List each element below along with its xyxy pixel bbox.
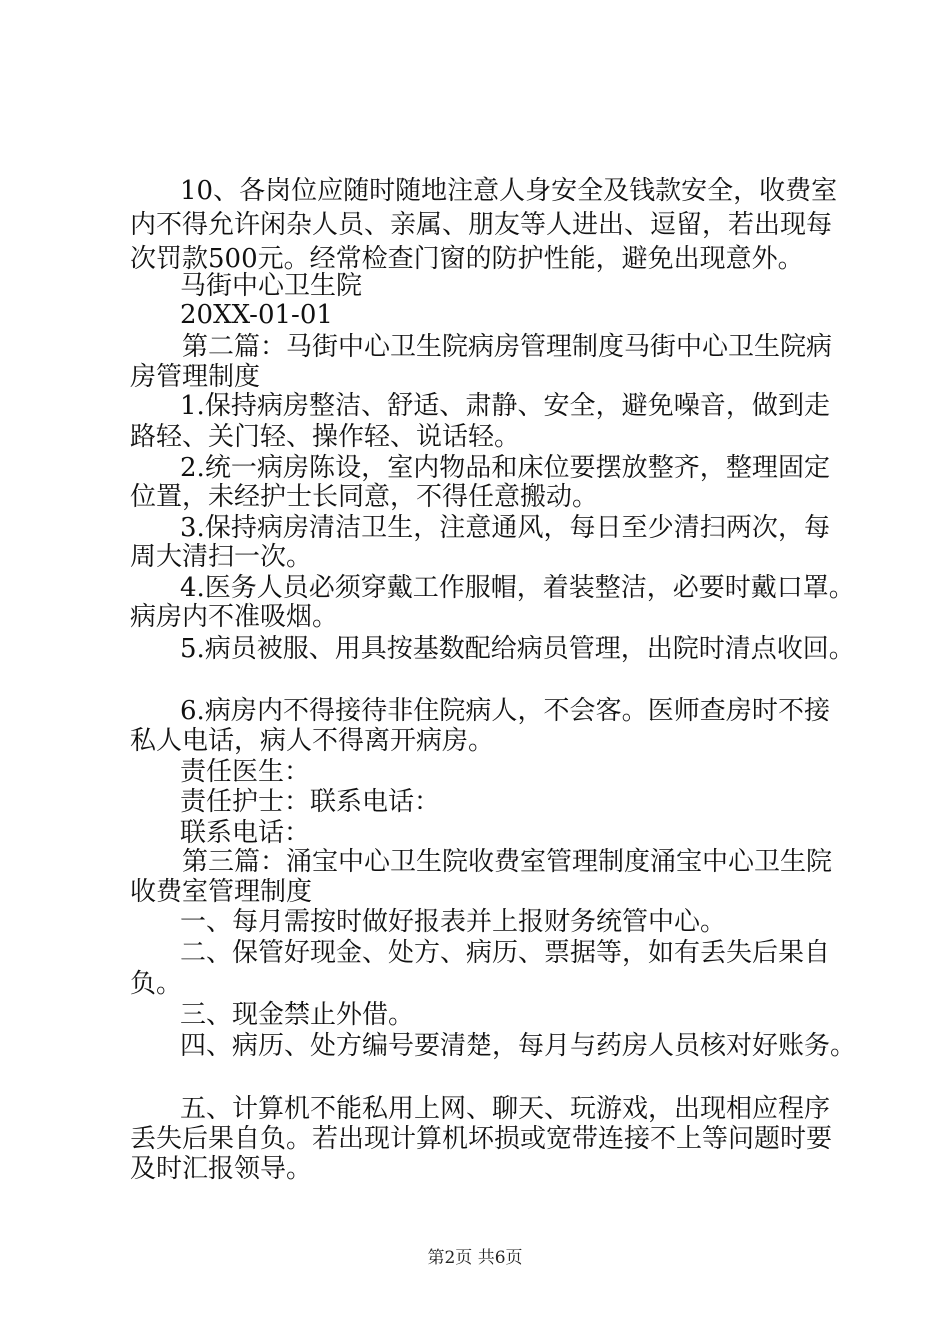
paragraph-line: 私人电话，病人不得离开病房。 (130, 726, 495, 756)
paragraph-line: 四、病历、处方编号要清楚，每月与药房人员核对好账务。 (180, 1031, 857, 1061)
paragraph-line: 病房内不准吸烟。 (130, 602, 339, 632)
form-label: 责任医生： (180, 757, 311, 787)
section-title: 收费室管理制度 (130, 877, 313, 907)
paragraph-line: 二、保管好现金、处方、病历、票据等，如有丢失后果自 (180, 938, 831, 968)
paragraph-line: 一、每月需按时做好报表并上报财务统管中心。 (180, 907, 727, 937)
paragraph-line: 位置，未经护士长同意，不得任意搬动。 (130, 482, 599, 512)
paragraph-line: 负。 (130, 969, 183, 999)
paragraph-line: 三、现金禁止外借。 (180, 1000, 415, 1030)
paragraph-line: 周大清扫一次。 (130, 542, 313, 572)
paragraph-line: 5.病员被服、用具按基数配给病员管理，出院时清点收回。 (180, 634, 855, 664)
paragraph-line: 五、计算机不能私用上网、聊天、玩游戏，出现相应程序 (180, 1094, 831, 1124)
paragraph-line: 次罚款500元。经常检查门窗的防护性能，避免出现意外。 (130, 244, 804, 274)
paragraph-line: 丢失后果自负。若出现计算机坏损或宽带连接不上等问题时要 (130, 1124, 833, 1154)
section-title: 第三篇：涌宝中心卫生院收费室管理制度涌宝中心卫生院 (182, 847, 833, 877)
form-label: 责任护士：联系电话： (180, 787, 441, 817)
paragraph-line: 路轻、关门轻、操作轻、说话轻。 (130, 422, 521, 452)
form-label: 联系电话： (180, 818, 311, 848)
paragraph-line: 及时汇报领导。 (130, 1154, 313, 1184)
page-footer: 第2页 共6页 (427, 1248, 523, 1268)
signature-org: 马街中心卫生院 (180, 271, 363, 301)
paragraph-line: 2.统一病房陈设，室内物品和床位要摆放整齐，整理固定 (180, 453, 830, 483)
paragraph-line: 1.保持病房整洁、舒适、肃静、安全，避免噪音，做到走 (180, 391, 830, 421)
signature-date: 20XX-01-01 (180, 300, 333, 330)
paragraph-line: 4.医务人员必须穿戴工作服帽，着装整洁，必要时戴口罩。 (180, 573, 855, 603)
paragraph-line: 10、各岗位应随时随地注意人身安全及钱款安全，收费室 (180, 176, 838, 206)
section-title: 房管理制度 (130, 362, 261, 392)
paragraph-line: 6.病房内不得接待非住院病人，不会客。医师查房时不接 (180, 696, 830, 726)
paragraph-line: 内不得允许闲杂人员、亲属、朋友等人进出、逗留，若出现每 (130, 210, 833, 240)
paragraph-line: 3.保持病房清洁卫生，注意通风，每日至少清扫两次，每 (180, 513, 830, 543)
section-title: 第二篇：马街中心卫生院病房管理制度马街中心卫生院病 (182, 332, 833, 362)
